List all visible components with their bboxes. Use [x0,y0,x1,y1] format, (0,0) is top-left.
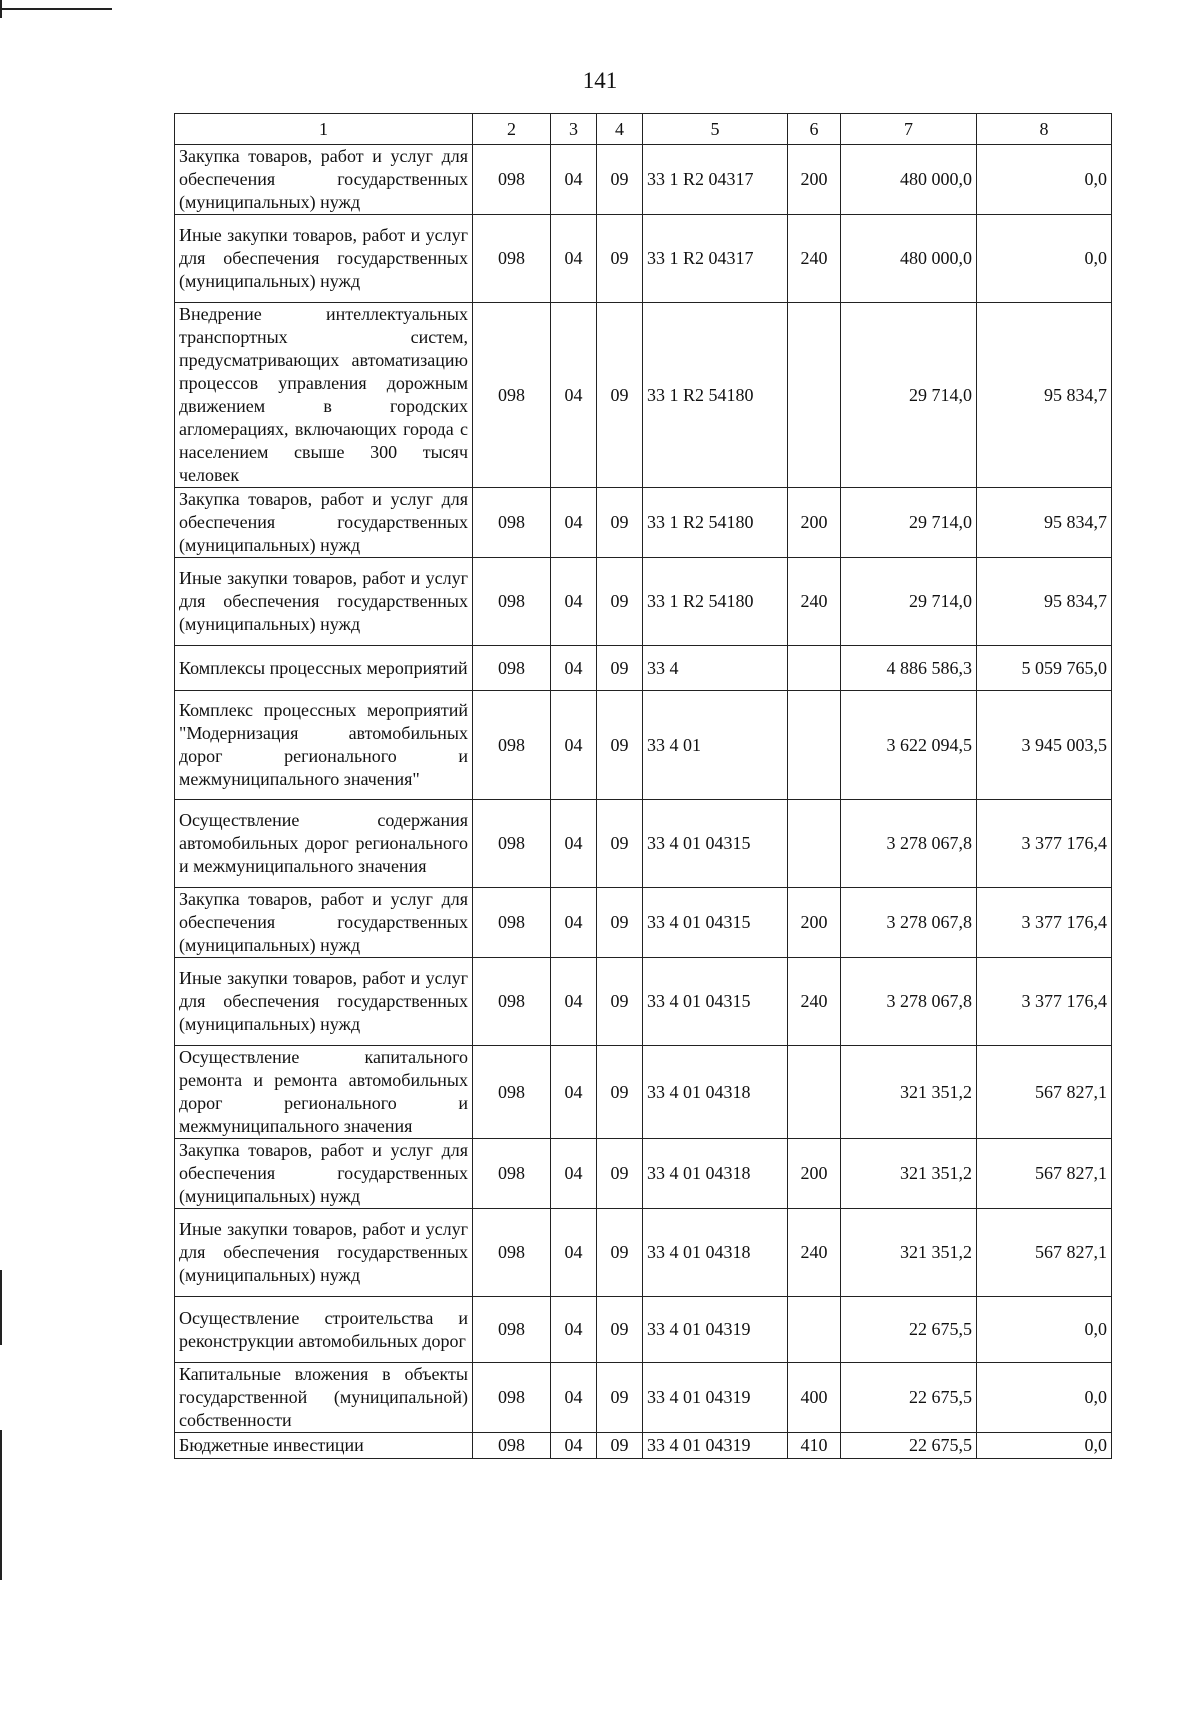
column-header: 1 [175,114,473,145]
amount-col7-cell: 29 714,0 [841,558,977,646]
amount-col7-cell: 22 675,5 [841,1297,977,1363]
amount-col7-cell: 3 278 067,8 [841,958,977,1046]
row-name-cell: Осуществление строительства и реконструкции автомобильных дорог [175,1297,473,1363]
amount-col8-cell: 3 377 176,4 [977,800,1112,888]
subsection-code-cell: 09 [597,691,643,800]
target-article-cell: 33 4 01 04319 [643,1297,788,1363]
column-header: 7 [841,114,977,145]
subsection-code-cell: 09 [597,1297,643,1363]
amount-col8-cell: 567 827,1 [977,1209,1112,1297]
column-header: 8 [977,114,1112,145]
ministry-code-cell: 098 [473,1433,551,1459]
table-row [175,303,1112,488]
expense-type-cell: 240 [788,1209,841,1297]
table-row [175,691,1112,800]
row-name-cell: Капитальные вложения в объекты государственной (муниципальной) собственности [175,1363,473,1433]
section-code-cell: 04 [551,958,597,1046]
section-code-cell: 04 [551,488,597,558]
ministry-code-cell: 098 [473,800,551,888]
row-name-cell: Комплекс процессных мероприятий "Модернизация автомобильных дорог регионального и межмуниципального значения" [175,691,473,800]
expense-type-cell: 410 [788,1433,841,1459]
expense-type-cell [788,800,841,888]
table-row [175,1297,1112,1363]
amount-col7-cell: 4 886 586,3 [841,646,977,691]
subsection-code-cell: 09 [597,1363,643,1433]
expense-type-cell [788,1046,841,1139]
column-header: 3 [551,114,597,145]
section-code-cell: 04 [551,1297,597,1363]
expense-type-cell: 200 [788,145,841,215]
section-code-cell: 04 [551,646,597,691]
section-code-cell: 04 [551,1046,597,1139]
amount-col8-cell: 5 059 765,0 [977,646,1112,691]
amount-col7-cell: 480 000,0 [841,215,977,303]
expense-type-cell [788,1297,841,1363]
amount-col7-cell: 22 675,5 [841,1363,977,1433]
subsection-code-cell: 09 [597,1046,643,1139]
column-header: 4 [597,114,643,145]
row-name-cell: Иные закупки товаров, работ и услуг для обеспечения государственных (муниципальных) нужд [175,1209,473,1297]
target-article-cell: 33 4 01 04315 [643,958,788,1046]
expense-type-cell: 240 [788,215,841,303]
ministry-code-cell: 098 [473,888,551,958]
section-code-cell: 04 [551,1209,597,1297]
expense-type-cell: 200 [788,1139,841,1209]
row-name-cell: Осуществление содержания автомобильных дорог регионального и межмуниципального значения [175,800,473,888]
amount-col7-cell: 321 351,2 [841,1046,977,1139]
table-row [175,888,1112,958]
target-article-cell: 33 1 R2 04317 [643,145,788,215]
ministry-code-cell: 098 [473,1139,551,1209]
target-article-cell: 33 4 01 04318 [643,1139,788,1209]
table-row [175,145,1112,215]
subsection-code-cell: 09 [597,215,643,303]
row-name-cell: Бюджетные инвестиции [175,1433,473,1459]
ministry-code-cell: 098 [473,1363,551,1433]
section-code-cell: 04 [551,558,597,646]
section-code-cell: 04 [551,1433,597,1459]
amount-col8-cell: 0,0 [977,1297,1112,1363]
row-name-cell: Комплексы процессных мероприятий [175,646,473,691]
subsection-code-cell: 09 [597,646,643,691]
table-row [175,1046,1112,1139]
amount-col7-cell: 29 714,0 [841,303,977,488]
row-name-cell: Иные закупки товаров, работ и услуг для обеспечения государственных (муниципальных) нужд [175,215,473,303]
target-article-cell: 33 4 01 04318 [643,1209,788,1297]
subsection-code-cell: 09 [597,958,643,1046]
row-name-cell: Закупка товаров, работ и услуг для обеспечения государственных (муниципальных) нужд [175,1139,473,1209]
ministry-code-cell: 098 [473,958,551,1046]
section-code-cell: 04 [551,303,597,488]
amount-col7-cell: 29 714,0 [841,488,977,558]
target-article-cell: 33 1 R2 54180 [643,558,788,646]
ministry-code-cell: 098 [473,488,551,558]
expense-type-cell [788,646,841,691]
row-name-cell: Иные закупки товаров, работ и услуг для обеспечения государственных (муниципальных) нужд [175,958,473,1046]
scan-artifact-line [0,1270,2,1345]
table-row [175,215,1112,303]
amount-col7-cell: 22 675,5 [841,1433,977,1459]
budget-table [174,113,1112,1459]
amount-col8-cell: 95 834,7 [977,558,1112,646]
table-row [175,1209,1112,1297]
ministry-code-cell: 098 [473,303,551,488]
ministry-code-cell: 098 [473,646,551,691]
expense-type-cell: 400 [788,1363,841,1433]
column-header: 2 [473,114,551,145]
expense-type-cell [788,303,841,488]
target-article-cell: 33 4 01 [643,691,788,800]
subsection-code-cell: 09 [597,1209,643,1297]
section-code-cell: 04 [551,1363,597,1433]
amount-col7-cell: 3 622 094,5 [841,691,977,800]
ministry-code-cell: 098 [473,1046,551,1139]
section-code-cell: 04 [551,1139,597,1209]
row-name-cell: Закупка товаров, работ и услуг для обеспечения государственных (муниципальных) нужд [175,145,473,215]
target-article-cell: 33 4 [643,646,788,691]
target-article-cell: 33 4 01 04315 [643,888,788,958]
scan-artifact-line [0,1430,2,1580]
expense-type-cell: 240 [788,958,841,1046]
target-article-cell: 33 4 01 04318 [643,1046,788,1139]
row-name-cell: Закупка товаров, работ и услуг для обеспечения государственных (муниципальных) нужд [175,888,473,958]
table-row [175,488,1112,558]
subsection-code-cell: 09 [597,558,643,646]
table-row [175,1139,1112,1209]
subsection-code-cell: 09 [597,145,643,215]
table-row [175,646,1112,691]
section-code-cell: 04 [551,691,597,800]
section-code-cell: 04 [551,800,597,888]
amount-col7-cell: 3 278 067,8 [841,888,977,958]
amount-col8-cell: 567 827,1 [977,1046,1112,1139]
amount-col7-cell: 321 351,2 [841,1139,977,1209]
table-body [175,145,1112,1459]
ministry-code-cell: 098 [473,215,551,303]
target-article-cell: 33 4 01 04319 [643,1433,788,1459]
amount-col8-cell: 3 945 003,5 [977,691,1112,800]
expense-type-cell: 240 [788,558,841,646]
scan-artifact-line [0,0,2,18]
row-name-cell: Внедрение интеллектуальных транспортных систем, предусматривающих автоматизацию процессов управления дорожным движением в городских агломерациях, включающих города с населением свыше 300 тысяч человек [175,303,473,488]
section-code-cell: 04 [551,215,597,303]
table-row [175,558,1112,646]
ministry-code-cell: 098 [473,145,551,215]
amount-col7-cell: 321 351,2 [841,1209,977,1297]
amount-col8-cell: 95 834,7 [977,488,1112,558]
amount-col7-cell: 480 000,0 [841,145,977,215]
amount-col8-cell: 0,0 [977,1363,1112,1433]
subsection-code-cell: 09 [597,1139,643,1209]
target-article-cell: 33 1 R2 54180 [643,303,788,488]
ministry-code-cell: 098 [473,1209,551,1297]
amount-col8-cell: 0,0 [977,145,1112,215]
amount-col8-cell: 95 834,7 [977,303,1112,488]
header-row [175,114,1112,145]
column-header: 6 [788,114,841,145]
subsection-code-cell: 09 [597,800,643,888]
column-header: 5 [643,114,788,145]
subsection-code-cell: 09 [597,303,643,488]
subsection-code-cell: 09 [597,488,643,558]
amount-col8-cell: 0,0 [977,215,1112,303]
amount-col8-cell: 567 827,1 [977,1139,1112,1209]
target-article-cell: 33 1 R2 04317 [643,215,788,303]
amount-col8-cell: 3 377 176,4 [977,958,1112,1046]
row-name-cell: Закупка товаров, работ и услуг для обеспечения государственных (муниципальных) нужд [175,488,473,558]
table-row [175,958,1112,1046]
target-article-cell: 33 4 01 04319 [643,1363,788,1433]
ministry-code-cell: 098 [473,558,551,646]
table-row [175,1433,1112,1459]
expense-type-cell: 200 [788,488,841,558]
expense-type-cell [788,691,841,800]
target-article-cell: 33 1 R2 54180 [643,488,788,558]
amount-col8-cell: 0,0 [977,1433,1112,1459]
subsection-code-cell: 09 [597,1433,643,1459]
scan-artifact-line [0,8,112,10]
ministry-code-cell: 098 [473,691,551,800]
subsection-code-cell: 09 [597,888,643,958]
row-name-cell: Иные закупки товаров, работ и услуг для обеспечения государственных (муниципальных) нужд [175,558,473,646]
table-row [175,800,1112,888]
ministry-code-cell: 098 [473,1297,551,1363]
amount-col7-cell: 3 278 067,8 [841,800,977,888]
target-article-cell: 33 4 01 04315 [643,800,788,888]
page-number: 141 [582,68,618,93]
section-code-cell: 04 [551,888,597,958]
expense-type-cell: 200 [788,888,841,958]
row-name-cell: Осуществление капитального ремонта и ремонта автомобильных дорог регионального и межмуниципального значения [175,1046,473,1139]
table-row [175,1363,1112,1433]
amount-col8-cell: 3 377 176,4 [977,888,1112,958]
section-code-cell: 04 [551,145,597,215]
